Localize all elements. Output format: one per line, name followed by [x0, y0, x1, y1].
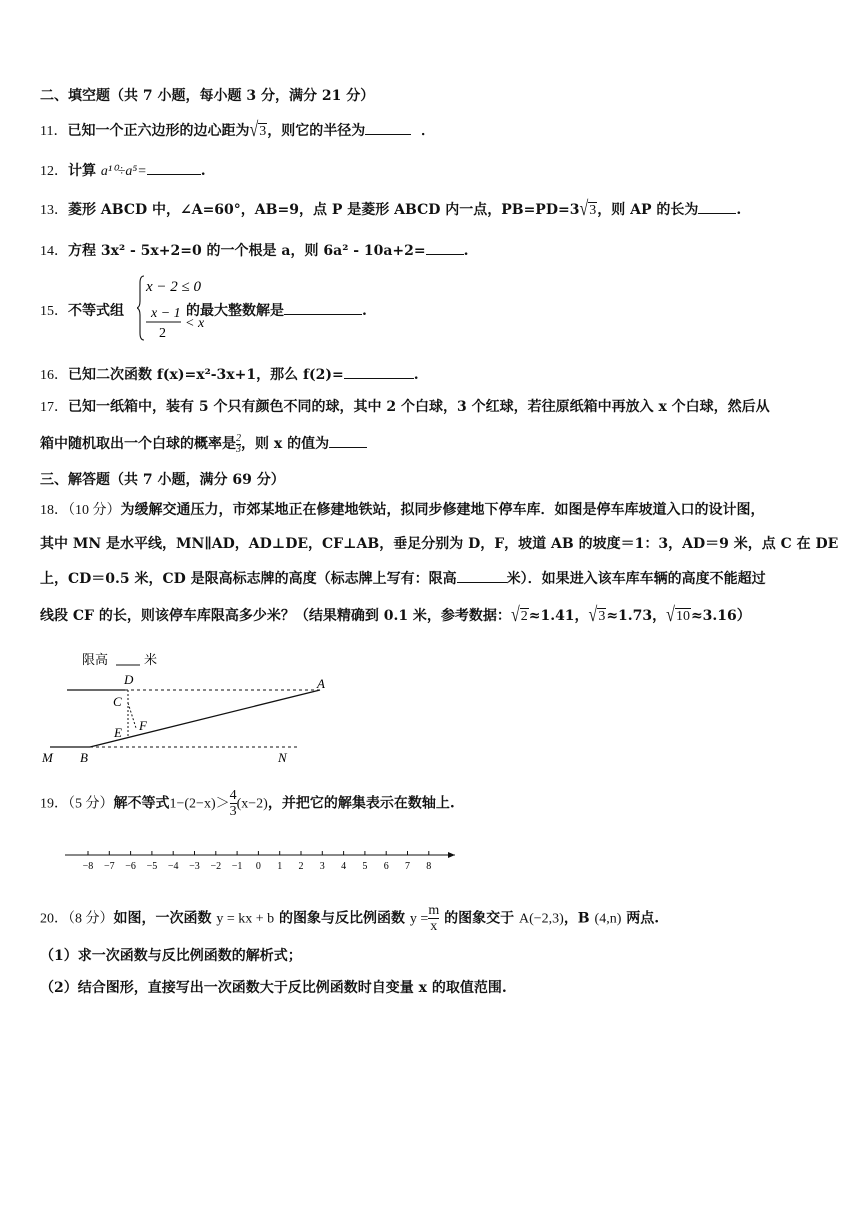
question-text: 方程 3x² - 5x+2=0 的一个根是 a，则 6a² - 10a+2= [68, 243, 426, 259]
question-text: 上，CD＝0.5 米，CD 是限高标志牌的高度（标志牌上写有：限高 [40, 571, 457, 587]
math-expression: 1−(2−x)＞ [169, 796, 230, 812]
question-text: 已知二次函数 f(x)=x²-3x+1，那么 f(2)= [68, 367, 344, 383]
question-text: 已知一纸箱中，装有 5 个只有颜色不同的球，其中 2 个白球，3 个红球，若往原纸箱中再放入 x 个白球，然后从 [68, 399, 770, 415]
question-text: 不等式组 [68, 303, 124, 319]
answer-blank [365, 120, 411, 135]
question-20-part1: （1）求一次函数与反比例函数的解析式； [40, 948, 302, 964]
question-18-line4: 线段 CF 的长，则该停车库限高多少米？（结果精确到 0.1 米，参考数据：√2≈1.41，√3≈1.73，√10≈3.16） [40, 604, 751, 627]
answer-blank [344, 364, 414, 379]
question-18-line1 [40, 500, 765, 521]
number-line-tick-label: 6 [383, 861, 389, 872]
question-text: 为缓解交通压力，市郊某地正在修建地铁站，拟同步修建地下停车库．如图是停车库坡道入口的设计图， [120, 502, 765, 518]
label-E: E [114, 725, 122, 740]
label-A: A [317, 676, 325, 691]
question-17-line1 [40, 397, 770, 418]
question-text: 两点. [621, 910, 660, 927]
height-limit-sign-text: 限高 [82, 653, 109, 668]
number-line-tick-label: 0 [255, 861, 261, 872]
answer-blank [329, 433, 367, 448]
fraction-m-x: $\frac{m}{x}$ [428, 903, 440, 934]
question-20 [40, 903, 659, 934]
question-text: ，则 AP 的长为 [597, 202, 699, 218]
label-M: M [42, 750, 53, 765]
question-18-line3 [40, 568, 766, 589]
point-A: A(−2,3) [518, 911, 564, 927]
question-number: 14． [40, 244, 68, 259]
section2-heading: 二、填空题（共 7 小题，每小题 3 分，满分 21 分） [40, 88, 375, 104]
inequality-system [137, 273, 217, 343]
question-text: ，则它的半径为 [267, 123, 366, 139]
number-line-tick-label: 1 [277, 861, 283, 872]
question-number: 16． [40, 368, 68, 383]
sqrt-10: √10 [666, 604, 690, 627]
question-16: 16．已知二次函数 f(x)=x²-3x+1，那么 f(2)= . [40, 364, 419, 386]
number-line-tick-label: −5 [146, 861, 158, 872]
question-text: 箱中随机取出一个白球的概率是 [40, 436, 236, 452]
question-text: ，B [563, 910, 595, 927]
number-line-ticks [83, 851, 432, 872]
parking-ramp-diagram [40, 648, 340, 773]
number-line-tick-label: 5 [362, 861, 368, 872]
number-line-tick-label: −1 [231, 861, 243, 872]
point-B: (4,n) [594, 911, 622, 927]
number-line-tick-label: 4 [341, 861, 347, 872]
number-line-tick-label: −4 [167, 861, 179, 872]
question-text: 已知一个正六边形的边心距为 [67, 123, 250, 139]
number-line-tick-label: −8 [82, 861, 94, 872]
question-number: 19． [40, 796, 68, 812]
answer-blank [147, 160, 201, 175]
number-line-tick-label: 3 [319, 861, 325, 872]
number-line [60, 845, 460, 875]
question-number: 20． [40, 911, 68, 927]
question-11: 11．已知一个正六边形的边心距为√3，则它的半径为 ． [40, 119, 436, 142]
answer-blank [284, 300, 362, 315]
inequality-2-rhs: < x [185, 316, 205, 331]
question-19 [40, 788, 455, 819]
question-number: 13． [40, 203, 68, 218]
probability-fraction: $\frac{2}{3}$ [236, 432, 241, 455]
number-line-tick-label: −7 [103, 861, 115, 872]
number-line-tick-label: 2 [298, 861, 304, 872]
question-text: 菱形 ABCD 中，∠A=60°，AB=9，点 P 是菱形 ABCD 内一点，PB=PD=3 [68, 202, 580, 218]
fraction-4-3: $\frac{4}{3}$ [229, 788, 237, 819]
label-C: C [113, 694, 122, 709]
number-line-tick-label: −3 [189, 861, 200, 872]
inverse-function: y = [409, 911, 429, 927]
question-number: 12． [40, 164, 68, 179]
number-line-tick-label: −6 [125, 861, 136, 872]
math-expression: a¹⁰÷a⁵= [100, 164, 147, 179]
inequality-2-denominator: 2 [159, 326, 166, 341]
question-text: 米）．如果进入该车库车辆的高度不能超过 [506, 571, 766, 587]
math-expression: (x−2) [236, 796, 268, 812]
question-text: 的最大整数解是 [186, 303, 284, 319]
answer-blank [698, 199, 736, 214]
question-text: 的图象交于 [439, 910, 519, 927]
inequality-2-numerator: x − 1 [151, 306, 181, 321]
question-text: ，并把它的解集表示在数轴上. [267, 795, 455, 812]
question-score: （5 分） [68, 796, 114, 812]
question-12: 12．计算 a¹⁰÷a⁵= . [40, 160, 206, 182]
question-20-part2: （2）结合图形，直接写出一次函数大于反比例函数时自变量 x 的取值范围. [40, 980, 507, 996]
question-text: 如图，一次函数 [113, 910, 217, 927]
question-number: 15． [40, 304, 68, 319]
question-number: 18． [40, 503, 68, 518]
sqrt-2: √2 [510, 604, 528, 627]
ramp-AB [90, 690, 320, 747]
question-number: 17． [40, 400, 68, 415]
question-number: 11． [40, 124, 68, 139]
section3-heading: 三、解答题（共 7 小题，满分 69 分） [40, 472, 285, 488]
number-line-tick-label: 7 [405, 861, 410, 872]
number-line-tick-label: 8 [426, 861, 432, 872]
question-13: 13．菱形 ABCD 中，∠A=60°，AB=9，点 P 是菱形 ABCD 内一点，PB=PD=3√3，则 AP 的长为 . [40, 198, 742, 221]
label-F: F [139, 718, 147, 733]
number-line-tick-label: −2 [210, 861, 222, 872]
question-text: 计算 [68, 163, 101, 179]
sqrt-3: √3 [588, 604, 606, 627]
question-score: （10 分） [68, 503, 121, 518]
sqrt-expression: √3 [249, 119, 267, 142]
question-score: （8 分） [68, 911, 114, 927]
question-14: 14．方程 3x² - 5x+2=0 的一个根是 a，则 6a² - 10a+2= . [40, 240, 469, 262]
sqrt-expression: √3 [579, 198, 597, 221]
height-limit-sign-unit: 米 [144, 653, 158, 668]
question-text: 线段 CF 的长，则该停车库限高多少米？（结果精确到 0.1 米，参考数据： [40, 608, 511, 624]
linear-function: y = kx + b [216, 911, 275, 927]
line-CF [128, 703, 136, 728]
question-18-line2: 其中 MN 是水平线，MN∥AD，AD⊥DE，CF⊥AB，垂足分别为 D，F，坡道 AB 的坡度＝1：3，AD＝9 米，点 C 在 DE [40, 536, 839, 552]
question-text: 的图象与反比例函数 [274, 910, 410, 927]
question-text: 解不等式 [113, 795, 170, 812]
answer-blank [457, 568, 507, 583]
question-text: ，则 x 的值为 [241, 436, 330, 452]
label-B: B [80, 750, 88, 765]
label-N: N [278, 750, 287, 765]
label-D: D [124, 672, 134, 687]
question-15: 15．不等式组 的最大整数解是 . [40, 300, 367, 322]
number-line-arrow [448, 852, 455, 858]
question-17-line2 [40, 433, 367, 455]
answer-blank [426, 240, 464, 255]
inequality-1: x − 2 ≤ 0 [146, 279, 202, 295]
